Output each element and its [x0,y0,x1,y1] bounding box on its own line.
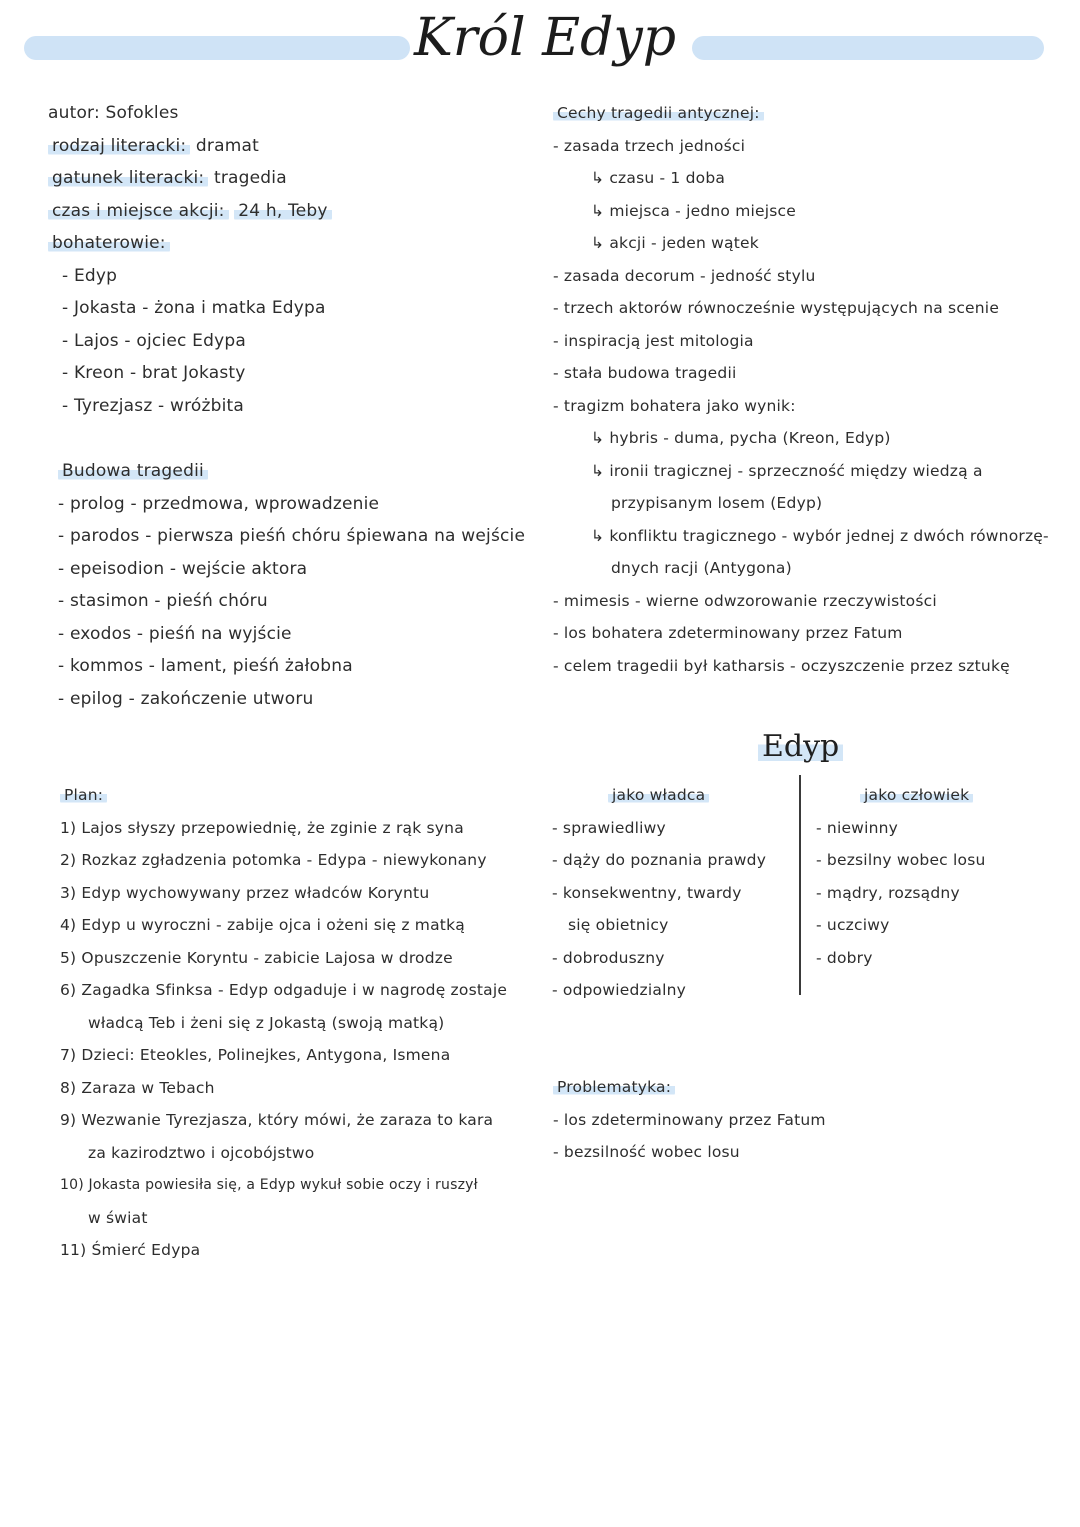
feature-subitem: ↳ akcji - jeden wątek [591,234,759,252]
structure-item: - prolog - przedmowa, wprowadzenie [58,493,380,514]
edyp-heading [758,729,843,764]
plan-item: 1) Lajos słyszy przepowiednię, że zginie z rąk syna [60,818,464,837]
plan-item: 4) Edyp u wyroczni - zabije ojca i ożeni się z matką [60,916,465,934]
plan-item: 11) Śmierć Edypa [60,1241,201,1259]
feature-subitem-continuation: przypisanym losem (Edyp) [611,494,823,512]
plan-item: 9) Wezwanie Tyrezjasza, który mówi, że zaraza to kara [60,1111,494,1129]
genre-value: tragedia [213,168,287,188]
plan-item-continuation: w świat [88,1208,148,1227]
structure-item: - exodos - pieśń na wyjście [58,623,292,644]
human-heading: jako człowiek [860,786,973,804]
plan-item: 6) Zagadka Sfinksa - Edyp odgaduje i w nagrodę zostaje [60,981,508,999]
problems-heading: Problematyka: [553,1078,675,1096]
character-item: - Kreon - brat Jokasty [62,363,246,383]
human-block [816,779,986,974]
feature-item: - trzech aktorów równocześnie występujących na scenie [553,299,1000,317]
features-heading-row [553,97,1049,130]
author-label: autor: [48,103,100,123]
author-row [48,97,332,130]
ruler-trait: - sprawiedliwy [552,818,666,837]
ruler-block [552,779,766,1007]
structure-item: - kommos - lament, pieśń żałobna [58,656,353,676]
structure-item: - stasimon - pieśń chóru [58,591,268,611]
human-heading-row [816,779,986,812]
plan-heading-row [60,779,507,812]
column-divider [799,775,801,995]
info-block [48,97,332,422]
feature-subitem: ↳ ironii tragicznej - sprzeczność między wiedzą a [591,461,983,480]
ruler-heading-row [552,779,766,812]
author-value: Sofokles [105,103,179,123]
plan-item: 3) Edyp wychowywany przez władców Koryntu [60,883,430,902]
problems-block [553,1071,826,1169]
structure-block [58,455,525,715]
character-item: - Tyrezjasz - wróżbita [62,395,245,416]
structure-item: - epilog - zakończenie utworu [58,688,314,709]
genre-label: gatunek literacki: [48,168,208,188]
feature-item: - zasada decorum - jedność stylu [553,266,816,285]
feature-subitem: ↳ hybris - duma, pycha (Kreon, Edyp) [591,429,891,447]
feature-item: - inspiracją jest mitologia [553,331,754,350]
ruler-heading: jako władca [608,786,709,804]
feature-item: - stała budowa tragedii [553,364,737,382]
feature-subitem-continuation: dnych racji (Antygona) [611,559,792,577]
time-place-row [48,195,332,228]
ruler-trait: - odpowiedzialny [552,981,686,999]
feature-item: - zasada trzech jedności [553,136,746,155]
structure-heading-row [58,455,525,488]
plan-item: 10) Jokasta powiesiła się, a Edyp wykuł sobie oczy i ruszył [60,1177,478,1193]
page-title: Król Edyp [413,8,677,68]
genre-kind-row [48,130,332,163]
plan-item: 8) Zaraza w Tebach [60,1078,215,1097]
features-heading: Cechy tragedii antycznej: [553,104,764,122]
feature-subitem: ↳ czasu - 1 doba [591,169,726,187]
structure-heading: Budowa tragedii [58,461,208,481]
human-trait: - niewinny [816,818,898,837]
character-item: - Edyp [62,265,118,286]
ruler-trait-continuation: się obietnicy [568,916,669,934]
edyp-heading-text: Edyp [758,729,843,764]
plan-block [60,779,507,1267]
time-place-value: 24 h, Teby [234,201,331,221]
character-item: - Jokasta - żona i matka Edypa [62,298,326,318]
problem-item: - los zdeterminowany przez Fatum [553,1110,826,1129]
plan-item: 7) Dzieci: Eteokles, Polinejkes, Antygona, Ismena [60,1046,451,1064]
feature-item: - celem tragedii był katharsis - oczyszczenie przez sztukę [553,656,1010,675]
structure-item: - epeisodion - wejście aktora [58,558,308,579]
title-bar-right [692,36,1044,60]
feature-item: - tragizm bohatera jako wynik: [553,396,796,415]
human-trait: - bezsilny wobec losu [816,851,986,869]
features-block [553,97,1049,682]
time-place-label: czas i miejsce akcji: [48,201,229,221]
genre-kind-label: rodzaj literacki: [48,136,190,156]
structure-item: - parodos - pierwsza pieśń chóru śpiewana na wejście [58,526,526,546]
human-trait: - dobry [816,948,873,967]
human-trait: - uczciwy [816,916,890,934]
ruler-trait: - konsekwentny, twardy [552,883,742,902]
problems-heading-row [553,1071,826,1104]
genre-row [48,162,332,195]
character-item: - Lajos - ojciec Edypa [62,330,246,351]
plan-item: 5) Opuszczenie Koryntu - zabicie Lajosa w drodze [60,948,453,967]
plan-heading: Plan: [60,786,107,804]
characters-label-row [48,227,332,260]
plan-item-continuation: za kazirodztwo i ojcobójstwo [88,1143,315,1162]
title-bar-left [24,36,410,60]
genre-kind-value: dramat [195,135,259,156]
feature-item: - mimesis - wierne odwzorowanie rzeczywistości [553,591,937,610]
human-trait: - mądry, rozsądny [816,883,960,902]
ruler-trait: - dąży do poznania prawdy [552,851,767,869]
problem-item: - bezsilność wobec losu [553,1143,740,1161]
feature-subitem: ↳ miejsca - jedno miejsce [591,201,797,220]
feature-item: - los bohatera zdeterminowany przez Fatum [553,624,903,642]
characters-label: bohaterowie: [48,233,170,253]
plan-item: 2) Rozkaz zgładzenia potomka - Edypa - niewykonany [60,851,487,869]
plan-item-continuation: władcą Teb i żeni się z Jokastą (swoją matką) [88,1013,445,1032]
feature-subitem: ↳ konfliktu tragicznego - wybór jednej z dwóch równorzę- [591,526,1049,545]
ruler-trait: - dobroduszny [552,948,665,967]
